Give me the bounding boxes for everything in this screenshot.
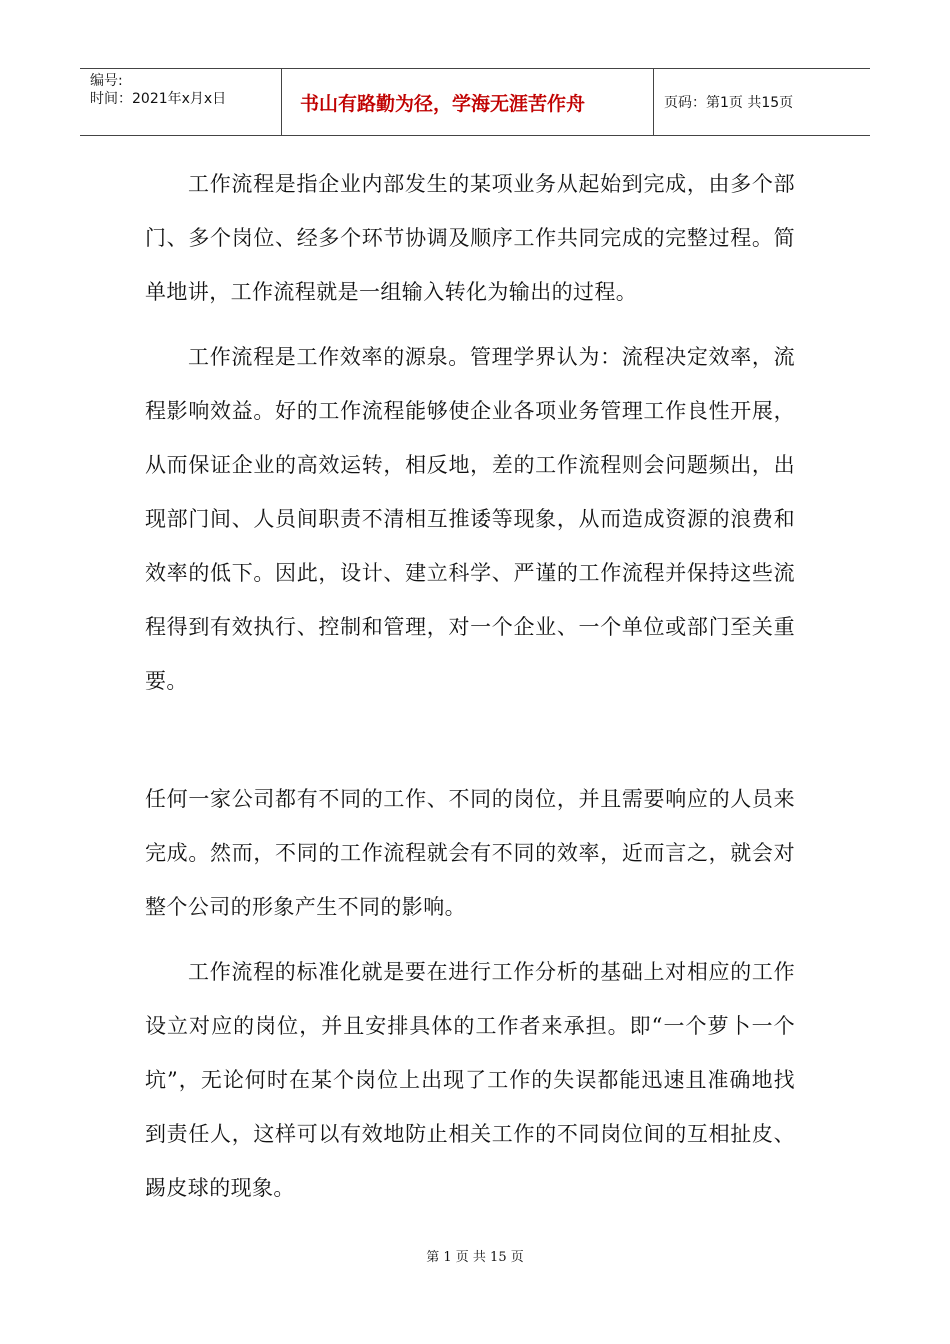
paragraph-1: 工作流程是指企业内部发生的某项业务从起始到完成，由多个部门、多个岗位、经多个环节协调及顺序工作共同完成的完整过程。简单地讲，工作流程就是一组输入转化为输出的过程。 <box>145 172 795 304</box>
page-header <box>80 68 870 136</box>
header-page-number: 页码：第1页 共15页 <box>664 95 794 111</box>
header-motto: 书山有路勤为径，学海无涯苦作舟 <box>282 69 654 135</box>
page-footer: 第 1 页 共 15 页 <box>426 1250 524 1265</box>
paragraph-4: 工作流程的标准化就是要在进行工作分析的基础上对相应的工作设立对应的岗位，并且安排具体的工作者来承担。即“一个萝卜一个坑”，无论何时在某个岗位上出现了工作的失误都能迅速且准确地找到责任人，这样可以有效地防止相关工作的不同岗位间的互相扯皮、踢皮球的现象。 <box>145 960 795 1200</box>
paragraph-3: 任何一家公司都有不同的工作、不同的岗位，并且需要响应的人员来完成。然而，不同的工作流程就会有不同的效率，近而言之，就会对整个公司的形象产生不同的影响。 <box>145 787 795 919</box>
paragraph-2: 工作流程是工作效率的源泉。管理学界认为：流程决定效率，流程影响效益。好的工作流程能够使企业各项业务管理工作良性开展，从而保证企业的高效运转，相反地，差的工作流程则会问题频出，出现部门间、人员间职责不清相互推诿等现象，从而造成资源的浪费和效率的低下。因此，设计、建立科学、严谨的工作流程并保持这些流程得到有效执行、控制和管理，对一个企业、一个单位或部门至关重要。 <box>145 345 795 693</box>
header-meta <box>80 69 282 135</box>
document-number-label: 编号: <box>90 73 123 89</box>
document-date: 时间：2021年x月x日 <box>90 91 227 107</box>
